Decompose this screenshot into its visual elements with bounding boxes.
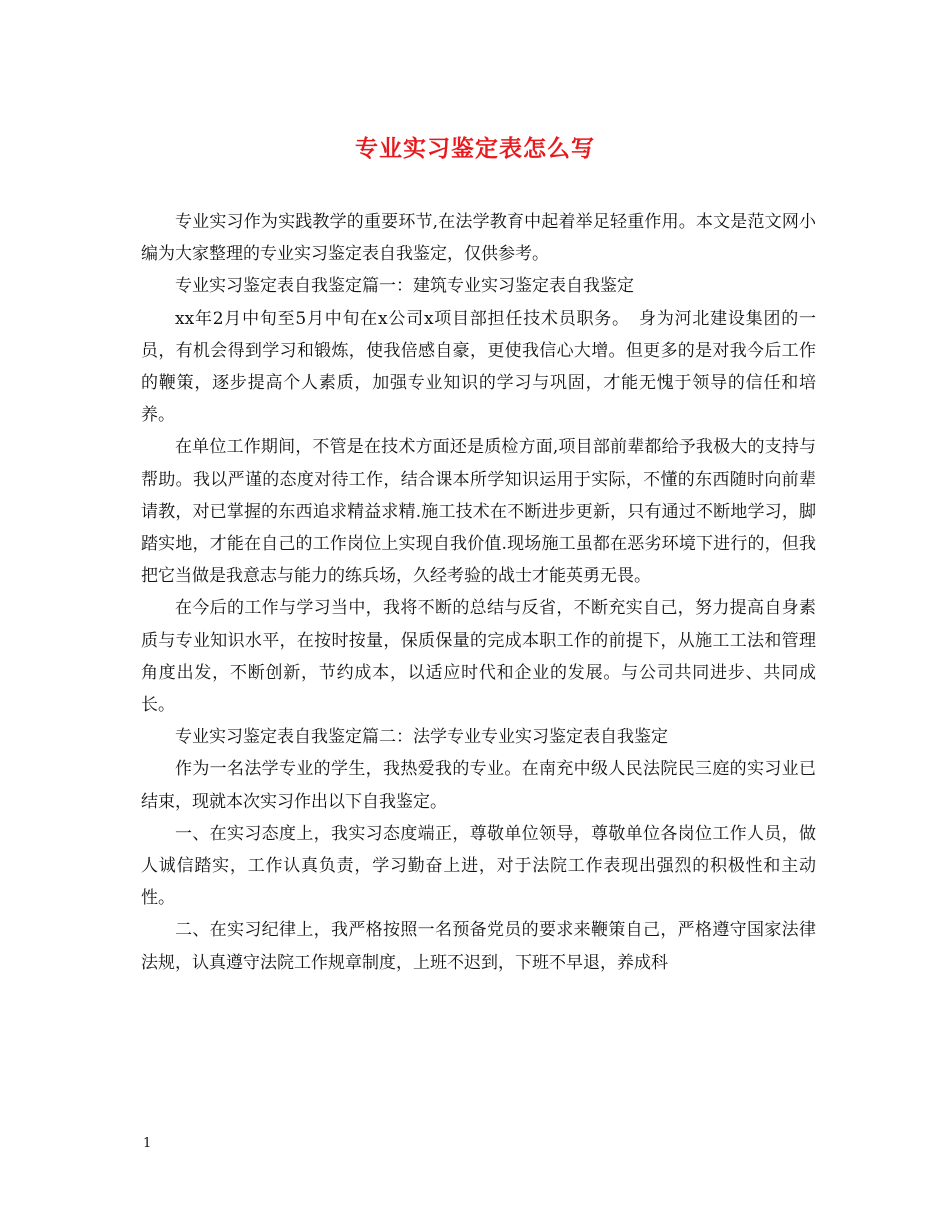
paragraph-intro: 专业实习作为实践教学的重要环节,在法学教育中起着举足轻重作用。本文是范文网小编为大家整理的专业实习鉴定表自我鉴定，仅供参考。 <box>141 212 816 265</box>
page-number: 1 <box>143 1136 152 1151</box>
document-body <box>141 206 816 979</box>
paragraph-internship-discipline: 二、在实习纪律上，我严格按照一名预备党员的要求来鞭策自己，严格遵守国家法律法规，认真遵守法院工作规章制度，上班不迟到，下班不早退，养成科 <box>141 920 816 973</box>
paragraph-future-plan: 在今后的工作与学习当中，我将不断的总结与反省，不断充实自己，努力提高自身素质与专业知识水平，在按时按量，保质保量的完成本职工作的前提下，从施工工法和管理角度出发，不断创新，节约成本，以适应时代和企业的发展。与公司共同进步、共同成长。 <box>141 598 816 716</box>
paragraph-heading-part-two: 专业实习鉴定表自我鉴定篇二：法学专业专业实习鉴定表自我鉴定 <box>175 727 668 748</box>
document-title: 专业实习鉴定表怎么写 <box>355 136 595 162</box>
paragraph-work-experience: 在单位工作期间，不管是在技术方面还是质检方面,项目部前辈都给予我极大的支持与帮助。我以严谨的态度对待工作，结合课本所学知识运用于实际，不懂的东西随时向前辈请教，对已掌握的东西追求精益求精.施工技术在不断进步更新，只有通过不断地学习，脚踏实地，才能在自己的工作岗位上实现自我价值.现场施工虽都在恶劣环境下进行的，但我把它当做是我意志与能力的练兵场，久经考验的战士才能英勇无畏。 <box>141 437 816 587</box>
paragraph-internship-period: xx年2月中旬至5月中旬在x公司x项目部担任技术员职务。 身为河北建设集团的一员，有机会得到学习和锻炼，使我倍感自豪，更使我信心大增。但更多的是对我今后工作的鞭策，逐步提高个人素质，加强专业知识的学习与巩固，才能无愧于领导的信任和培养。 <box>141 308 816 426</box>
paragraph-heading-part-one: 专业实习鉴定表自我鉴定篇一：建筑专业实习鉴定表自我鉴定 <box>175 276 634 297</box>
paragraph-internship-attitude: 一、在实习态度上，我实习态度端正，尊敬单位领导，尊敬单位各岗位工作人员，做人诚信踏实，工作认真负责，学习勤奋上进，对于法院工作表现出强烈的积极性和主动性。 <box>141 823 816 909</box>
paragraph-law-student-intro: 作为一名法学专业的学生，我热爱我的专业。在南充中级人民法院民三庭的实习业已结束，现就本次实习作出以下自我鉴定。 <box>141 759 816 812</box>
